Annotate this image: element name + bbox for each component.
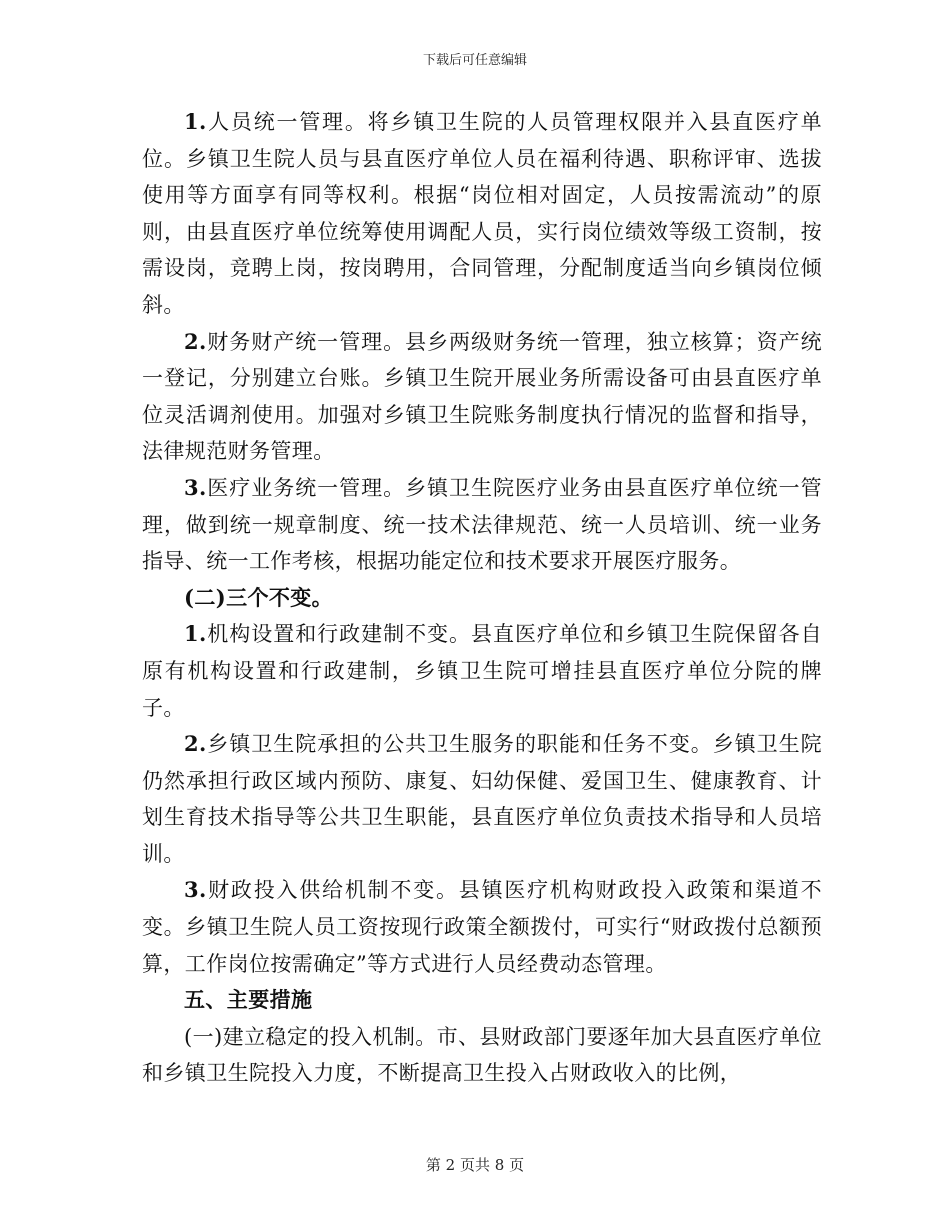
paragraph-funding-unchanged xyxy=(142,872,822,982)
document-body xyxy=(142,104,822,1092)
section-heading-three-unchanged: (二)三个不变。 xyxy=(184,584,334,610)
item-number: 3. xyxy=(184,474,207,500)
paragraph-text: 医疗业务统一管理。乡镇卫生院医疗业务由县直医疗单位统一管理，做到统一规章制度、统一技术法律规范、统一人员培训、统一业务指导、统一工作考核，根据功能定位和技术要求开展医疗服务。 xyxy=(142,475,822,574)
page-footer: 第 2 页共 8 页 xyxy=(425,1156,525,1174)
paragraph-text: 乡镇卫生院承担的公共卫生服务的职能和任务不变。乡镇卫生院仍然承担行政区域内预防、康复、妇幼保健、爱国卫生、健康教育、计划生育技术指导等公共卫生职能，县直医疗单位负责技术指导和人员培训。 xyxy=(142,732,822,866)
paragraph-staff-management xyxy=(142,104,822,324)
item-number: 2. xyxy=(184,328,207,354)
paragraph-text: 人员统一管理。将乡镇卫生院的人员管理权限并入县直医疗单位。乡镇卫生院人员与县直医疗单位人员在福利待遇、职称评审、选拔使用等方面享有同等权利。根据“岗位相对固定，人员按需流动”的原则，由县直医疗单位统筹使用调配人员，实行岗位绩效等级工资制，按需设岗，竞聘上岗，按岗聘用，合同管理，分配制度适当向乡镇岗位倾斜。 xyxy=(142,110,822,317)
paragraph-text: 财政投入供给机制不变。县镇医疗机构财政投入政策和渠道不变。乡镇卫生院人员工资按现行政策全额拨付，可实行“财政拨付总额预算，工作岗位按需确定”等方式进行人员经费动态管理。 xyxy=(142,878,822,976)
item-number: 1. xyxy=(184,109,207,134)
paragraph-public-health-unchanged xyxy=(142,726,822,872)
paragraph-medical-management xyxy=(142,470,822,580)
paragraph-finance-management xyxy=(142,324,822,470)
paragraph-text: (一)建立稳定的投入机制。市、县财政部门要逐年加大县直医疗单位和乡镇卫生院投入力度，不断提高卫生投入占财政收入的比例， xyxy=(142,1024,822,1086)
paragraph-investment-mechanism xyxy=(142,1019,822,1092)
item-number: 3. xyxy=(184,877,207,903)
paragraph-text: 机构设置和行政建制不变。县直医疗单位和乡镇卫生院保留各自原有机构设置和行政建制，乡镇卫生院可增挂县直医疗单位分院的牌子。 xyxy=(142,622,822,720)
paragraph-institution-unchanged xyxy=(142,616,822,726)
section-heading-main-measures: 五、主要措施 xyxy=(184,987,313,1013)
page-header: 下载后可任意编辑 xyxy=(422,53,527,68)
item-number: 1. xyxy=(184,621,207,647)
item-number: 2. xyxy=(184,731,207,757)
paragraph-text: 财务财产统一管理。县乡两级财务统一管理，独立核算；资产统一登记，分别建立台账。乡镇卫生院开展业务所需设备可由县直医疗单位灵活调剂使用。加强对乡镇卫生院账务制度执行情况的监督和指导，法律规范财务管理。 xyxy=(142,329,822,464)
